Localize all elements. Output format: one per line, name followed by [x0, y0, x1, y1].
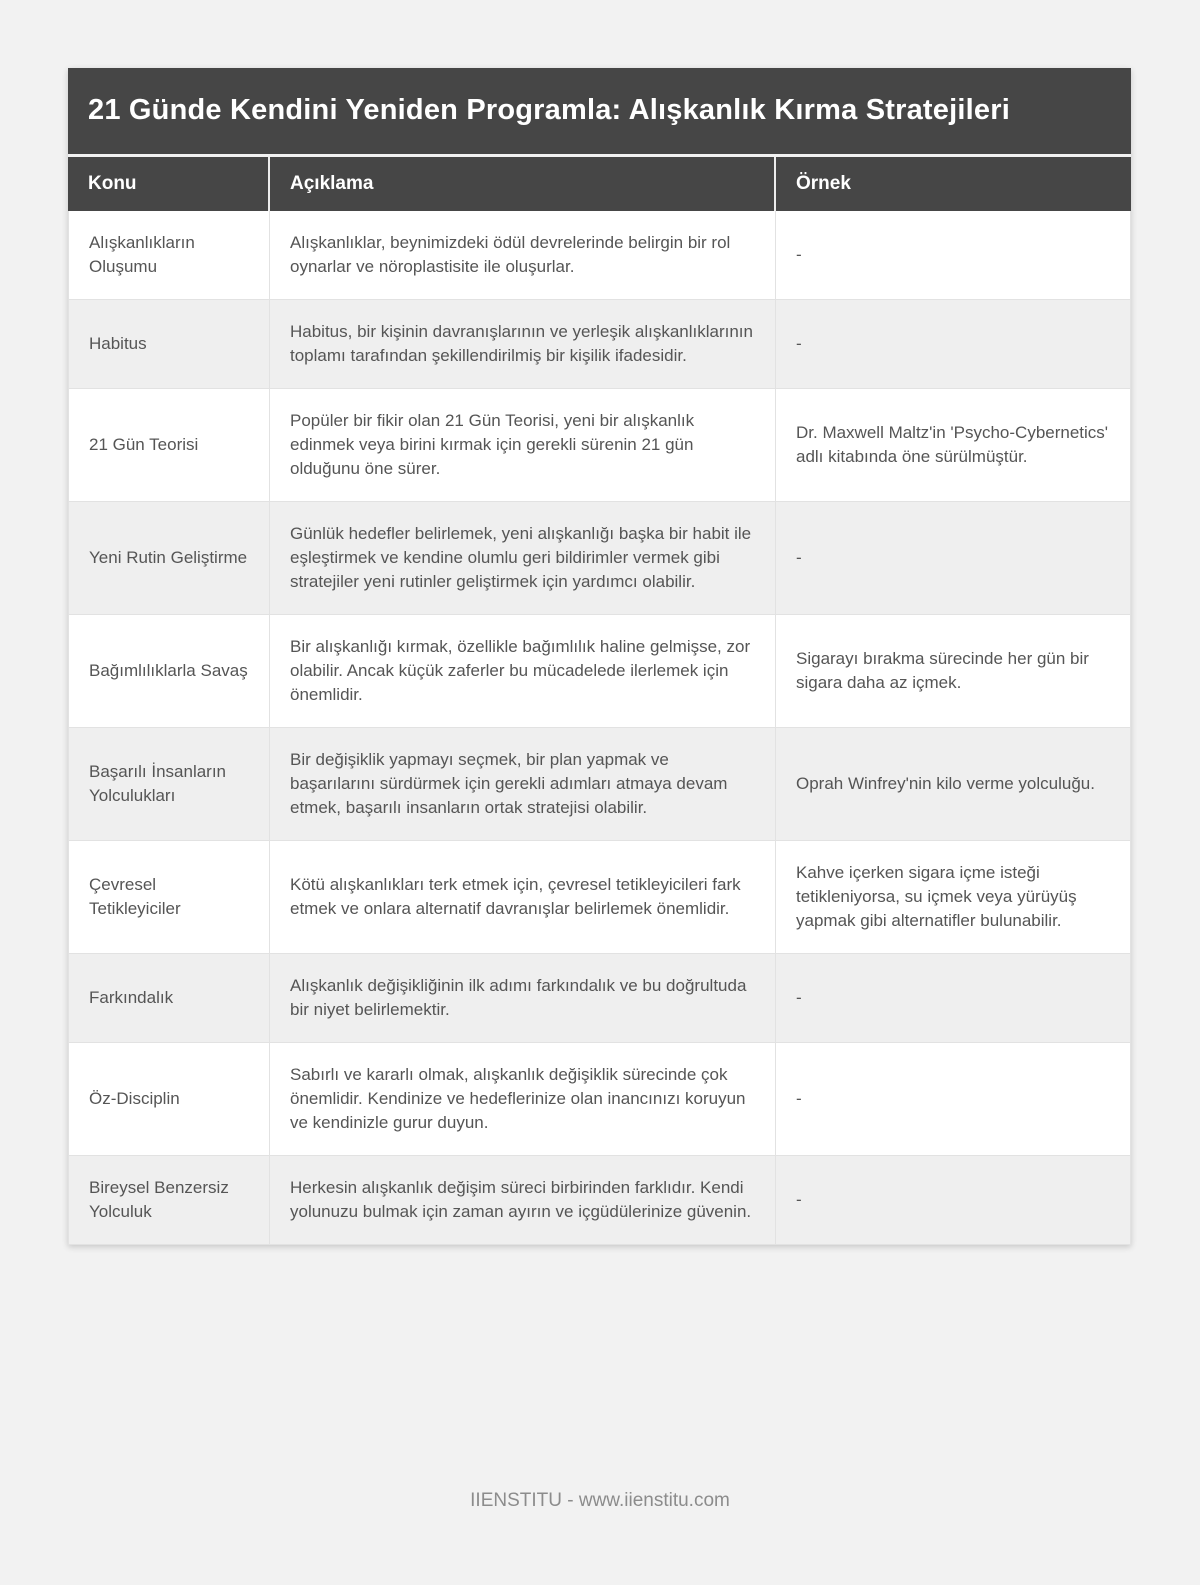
topic-cell: Habitus — [68, 300, 270, 389]
example-cell: - — [776, 1156, 1131, 1245]
topic-cell: Yeni Rutin Geliştirme — [68, 502, 270, 615]
table-row — [68, 211, 1131, 300]
description-cell: Herkesin alışkanlık değişim süreci birbirinden farklıdır. Kendi yolunuzu bulmak için zaman ayırın ve içgüdülerinize güvenin. — [270, 1156, 776, 1245]
table-row — [68, 954, 1131, 1043]
example-cell: Oprah Winfrey'nin kilo verme yolculuğu. — [776, 728, 1131, 841]
topic-cell: 21 Gün Teorisi — [68, 389, 270, 502]
topic-cell: Başarılı İnsanların Yolculukları — [68, 728, 270, 841]
habit-strategies-table — [68, 157, 1131, 1245]
description-cell: Sabırlı ve kararlı olmak, alışkanlık değişiklik sürecinde çok önemlidir. Kendinize ve hedeflerinize olan inancınızı koruyun ve kendinizle gurur duyun. — [270, 1043, 776, 1156]
description-cell: Alışkanlık değişikliğinin ilk adımı farkındalık ve bu doğrultuda bir niyet belirlemektir. — [270, 954, 776, 1043]
table-row — [68, 841, 1131, 954]
column-header-aciklama: Açıklama — [270, 157, 776, 211]
table-row — [68, 502, 1131, 615]
column-header-konu: Konu — [68, 157, 270, 211]
example-cell: - — [776, 300, 1131, 389]
description-cell: Bir değişiklik yapmayı seçmek, bir plan yapmak ve başarılarını sürdürmek için gerekli adımları atmaya devam etmek, başarılı insanların ortak stratejisi olabilir. — [270, 728, 776, 841]
example-cell: - — [776, 502, 1131, 615]
table-row — [68, 1043, 1131, 1156]
example-cell: - — [776, 954, 1131, 1043]
table-row — [68, 615, 1131, 728]
table-row — [68, 728, 1131, 841]
description-cell: Günlük hedefler belirlemek, yeni alışkanlığı başka bir habit ile eşleştirmek ve kendine olumlu geri bildirimler vermek gibi stratejiler yeni rutinler geliştirmek için yardımcı olabilir. — [270, 502, 776, 615]
description-cell: Habitus, bir kişinin davranışlarının ve yerleşik alışkanlıklarının toplamı tarafından şekillendirilmiş bir kişilik ifadesidir. — [270, 300, 776, 389]
topic-cell: Alışkanlıkların Oluşumu — [68, 211, 270, 300]
table-row — [68, 389, 1131, 502]
topic-cell: Bağımlılıklarla Savaş — [68, 615, 270, 728]
topic-cell: Çevresel Tetikleyiciler — [68, 841, 270, 954]
habit-strategies-card — [68, 68, 1131, 1245]
page-title: 21 Günde Kendini Yeniden Programla: Alışkanlık Kırma Stratejileri — [68, 68, 1131, 154]
example-cell: Dr. Maxwell Maltz'in 'Psycho-Cybernetics' adlı kitabında öne sürülmüştür. — [776, 389, 1131, 502]
description-cell: Bir alışkanlığı kırmak, özellikle bağımlılık haline gelmişse, zor olabilir. Ancak küçük zaferler bu mücadelede ilerlemek için önemlidir. — [270, 615, 776, 728]
example-cell: Sigarayı bırakma sürecinde her gün bir sigara daha az içmek. — [776, 615, 1131, 728]
description-cell: Popüler bir fikir olan 21 Gün Teorisi, yeni bir alışkanlık edinmek veya birini kırmak için gerekli sürenin 21 gün olduğunu öne sürer. — [270, 389, 776, 502]
description-cell: Kötü alışkanlıkları terk etmek için, çevresel tetikleyicileri fark etmek ve onlara alternatif davranışlar belirlemek önemlidir. — [270, 841, 776, 954]
example-cell: - — [776, 1043, 1131, 1156]
table-header-row — [68, 157, 1131, 211]
example-cell: Kahve içerken sigara içme isteği tetikleniyorsa, su içmek veya yürüyüş yapmak gibi alternatifler bulunabilir. — [776, 841, 1131, 954]
example-cell: - — [776, 211, 1131, 300]
table-row — [68, 300, 1131, 389]
description-cell: Alışkanlıklar, beynimizdeki ödül devrelerinde belirgin bir rol oynarlar ve nöroplastisite ile oluşurlar. — [270, 211, 776, 300]
topic-cell: Öz-Disciplin — [68, 1043, 270, 1156]
topic-cell: Farkındalık — [68, 954, 270, 1043]
column-header-ornek: Örnek — [776, 157, 1131, 211]
footer-branding: IIENSTITU - www.iienstitu.com — [470, 1490, 730, 1511]
topic-cell: Bireysel Benzersiz Yolculuk — [68, 1156, 270, 1245]
table-row — [68, 1156, 1131, 1245]
